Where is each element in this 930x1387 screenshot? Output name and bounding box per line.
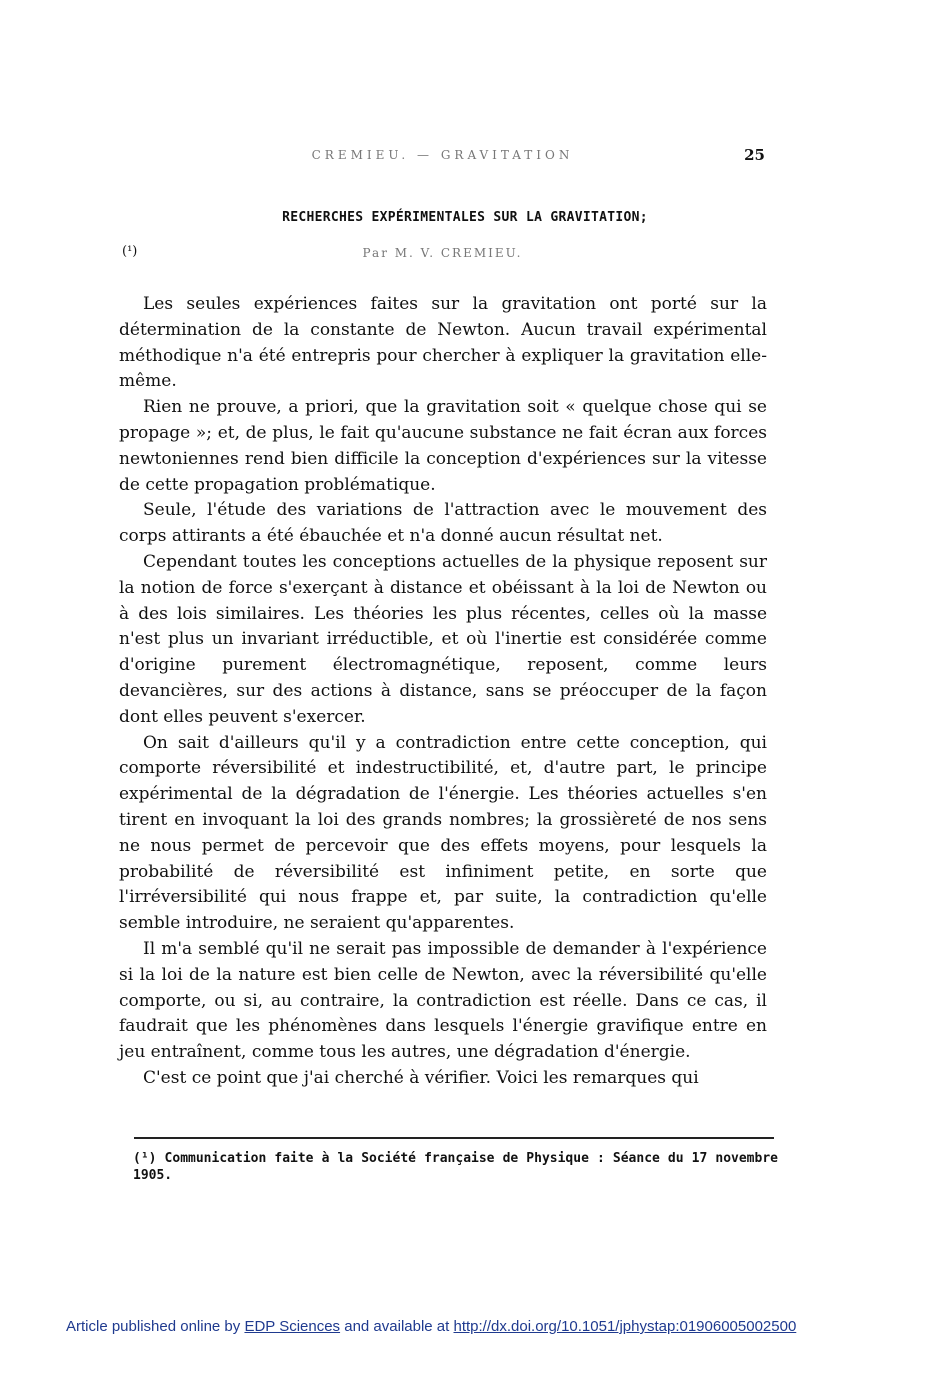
footnote-reference-mark: (¹)	[122, 244, 138, 259]
paragraph: Il m'a semblé qu'il ne serait pas impossible de demander à l'expérience si la loi de la nature est bien celle de Newton, avec la réversibilité qu'elle comporte, ou si, au contraire, la contradiction est réelle. Dans ce cas, il faudrait que les phénomènes dans lesquels l'énergie gravifique entre en jeu entraînent, comme tous les autres, une dégradation d'énergie.	[119, 938, 767, 1063]
paragraph: C'est ce point que j'ai cherché à vérifier. Voici les remarques qui	[143, 1067, 699, 1088]
footnote-divider	[134, 1137, 774, 1139]
publication-footer	[66, 1318, 796, 1335]
paragraph: Seule, l'étude des variations de l'attraction avec le mouvement des corps attirants a été ébauchée et n'a donné aucun résultat net.	[119, 500, 767, 547]
paragraph: Les seules expériences faites sur la gravitation ont porté sur la détermination de la constante de Newton. Aucun travail expérimental méthodique n'a été entrepris pour chercher à expliquer la gravitation elle-même.	[119, 294, 767, 392]
paragraph: On sait d'ailleurs qu'il y a contradiction entre cette conception, qui comporte réversibilité et indestructibilité, et, d'autre part, le principe expérimental de la dégradation de l'énergie. Les théories actuelles s'en tirent en invoquant la loi des grands nombres; la grossièreté de nos sens ne nous permet de percevoir que des effets moyens, pour lesquels la probabilité de réversibilité est infiniment petite, en sorte que l'irréversibilité qui nous frappe et, par suite, la contradiction qu'elle semble introduire, ne seraient qu'apparentes.	[119, 732, 767, 934]
footer-middle: and available at	[344, 1318, 450, 1335]
article-body	[119, 292, 767, 1092]
article-title: RECHERCHES EXPÉRIMENTALES SUR LA GRAVITATION;	[282, 210, 648, 225]
paragraph: Rien ne prouve, a priori, que la gravitation soit « quelque chose qui se propage »; et, de plus, le fait qu'aucune substance ne fait écran aux forces newtoniennes rend bien difficile la conception d'expériences sur la vitesse de cette propagation problématique.	[119, 397, 767, 495]
footnote: (¹) Communication faite à la Société française de Physique : Séance du 17 novembre 1905.	[133, 1151, 778, 1183]
page-header	[120, 148, 765, 168]
page-number: 25	[744, 146, 765, 164]
publisher-link[interactable]: EDP Sciences	[244, 1318, 341, 1335]
author-byline: Par M. V. CREMIEU.	[362, 246, 523, 260]
doi-link[interactable]: http://dx.doi.org/10.1051/jphystap:01906005002500	[453, 1318, 797, 1335]
paragraph: Cependant toutes les conceptions actuelles de la physique reposent sur la notion de force s'exerçant à distance et obéissant à la loi de Newton ou à des lois similaires. Les théories les plus récentes, celles où la masse n'est plus un invariant irréductible, et où l'inertie est considérée comme d'origine purement électromagnétique, reposent, comme leurs devancières, sur des actions à distance, sans se préoccuper de la façon dont elles peuvent s'exercer.	[119, 551, 767, 727]
byline-row	[120, 246, 765, 264]
footer-prefix: Article published online by	[66, 1318, 241, 1335]
running-head: CREMIEU. — GRAVITATION	[311, 148, 574, 162]
